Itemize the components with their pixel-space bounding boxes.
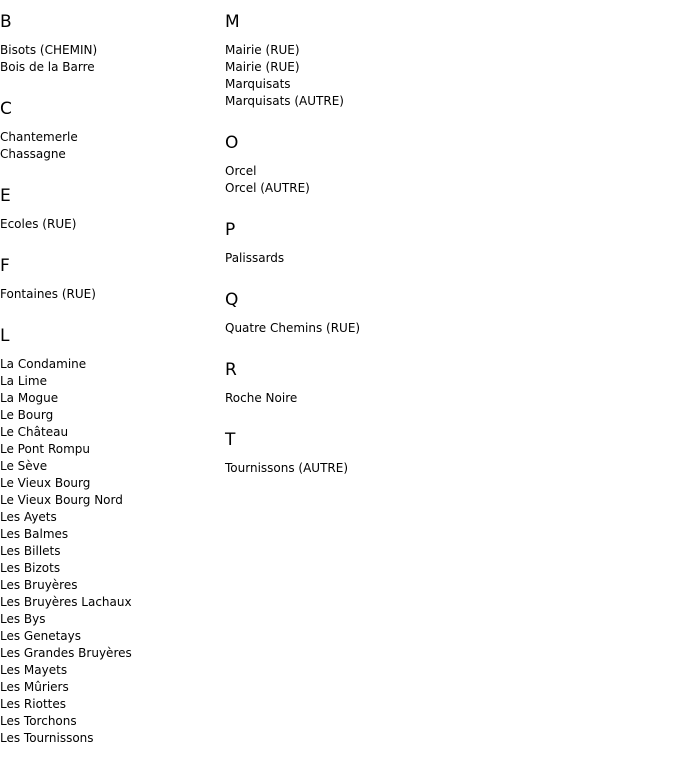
street-item: La Lime (0, 374, 47, 388)
street-list (0, 42, 220, 76)
letter-section (225, 220, 525, 267)
section-letter-heading: T (225, 430, 236, 450)
section-letter-heading: E (0, 186, 11, 206)
street-item: Tournissons (AUTRE) (225, 461, 349, 475)
street-item: La Mogue (0, 391, 59, 405)
street-item: Roche Noire (225, 391, 298, 405)
section-letter-heading: Q (225, 290, 239, 310)
street-item: Mairie (RUE) (225, 43, 300, 57)
section-letter-heading: B (0, 12, 12, 32)
street-item: Bois de la Barre (0, 60, 95, 74)
street-item: Les Bruyères (0, 578, 78, 592)
street-item: Le Bourg (0, 408, 54, 422)
street-list (225, 163, 525, 197)
street-item: Orcel (AUTRE) (225, 181, 310, 195)
street-list (0, 286, 220, 303)
street-item: Bisots (CHEMIN) (0, 43, 98, 57)
letter-section (225, 290, 525, 337)
street-item: Les Billets (0, 544, 61, 558)
street-list (225, 460, 525, 477)
street-item: Marquisats (AUTRE) (225, 94, 344, 108)
street-item: Les Ayets (0, 510, 57, 524)
street-item: Le Vieux Bourg Nord (0, 493, 123, 507)
street-list (225, 250, 525, 267)
street-item: Le Sève (0, 459, 48, 473)
letter-section (0, 12, 220, 76)
street-item: Quatre Chemins (RUE) (225, 321, 361, 335)
street-item: Marquisats (225, 77, 291, 91)
street-item: Les Mayets (0, 663, 68, 677)
street-item: Mairie (RUE) (225, 60, 300, 74)
street-item: Les Grandes Bruyères (0, 646, 132, 660)
letter-section (0, 256, 220, 303)
street-item: Chassagne (0, 147, 66, 161)
street-item: Les Mûriers (0, 680, 69, 694)
street-item: Les Balmes (0, 527, 69, 541)
street-item: Les Riottes (0, 697, 66, 711)
section-letter-heading: L (0, 326, 10, 346)
section-letter-heading: F (0, 256, 10, 276)
street-item: Fontaines (RUE) (0, 287, 96, 301)
street-item: La Condamine (0, 357, 87, 371)
street-list (0, 216, 220, 233)
street-item: Orcel (225, 164, 257, 178)
street-item: Les Bys (0, 612, 46, 626)
street-list (0, 129, 220, 163)
section-letter-heading: M (225, 12, 240, 32)
street-list (225, 320, 525, 337)
letter-section (0, 326, 220, 747)
street-item: Le Pont Rompu (0, 442, 90, 456)
street-list (0, 356, 220, 747)
section-letter-heading: R (225, 360, 237, 380)
street-item: Ecoles (RUE) (0, 217, 77, 231)
street-item: Le Vieux Bourg (0, 476, 91, 490)
street-item: Les Genetays (0, 629, 82, 643)
street-item: Les Torchons (0, 714, 77, 728)
street-item: Le Château (0, 425, 69, 439)
letter-section (0, 186, 220, 233)
street-item: Les Bruyères Lachaux (0, 595, 132, 609)
letter-section (225, 12, 525, 110)
section-letter-heading: O (225, 133, 239, 153)
section-letter-heading: C (0, 99, 12, 119)
letter-section (225, 430, 525, 477)
letter-section (225, 360, 525, 407)
street-item: Palissards (225, 251, 285, 265)
letter-section (225, 133, 525, 197)
right-column (225, 0, 525, 477)
street-item: Chantemerle (0, 130, 78, 144)
street-item: Les Tournissons (0, 731, 94, 745)
letter-section (0, 99, 220, 163)
street-list (225, 390, 525, 407)
street-item: Les Bizots (0, 561, 61, 575)
left-column (0, 0, 220, 747)
street-list (225, 42, 525, 110)
section-letter-heading: P (225, 220, 236, 240)
